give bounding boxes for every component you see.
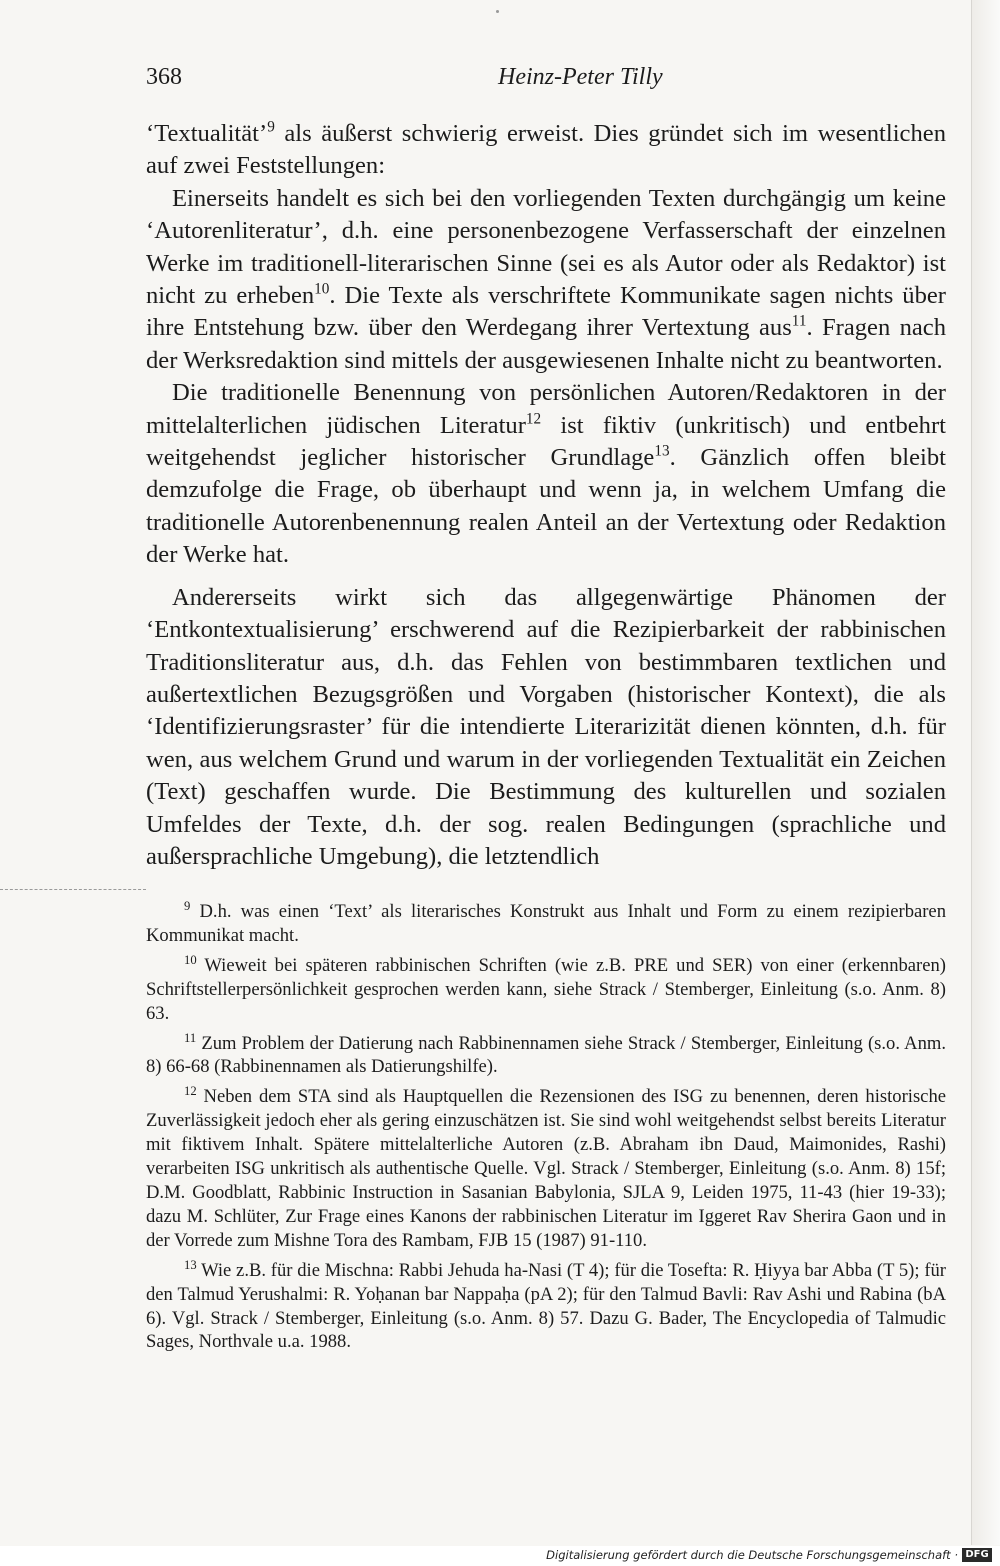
text-run: . Gänzlich offen bleibt demzufolge die Frage, ob überhaupt und wenn ja, in welchem Umfang die traditionelle Autorenbenennung realen Anteil an der Vertextung oder Redaktion der Werke hat. [146, 444, 946, 569]
text-run: . Die Texte als verschriftete Kommunikate sagen nichts über ihre Entstehung bzw. über den Werdegang ihrer Vertextung aus [146, 282, 946, 342]
text-run: ‘Textualität’ [146, 120, 268, 147]
paragraph-4 [146, 582, 946, 874]
footnote-number: 11 [184, 1030, 197, 1045]
scan-speck [496, 10, 499, 13]
footnote-marker[interactable]: 12 [525, 410, 542, 428]
main-text [146, 118, 946, 873]
footnote-12 [146, 1085, 946, 1252]
footnote-marker[interactable]: 9 [267, 118, 275, 136]
text-run: Die traditionelle Benennung von persönlichen Autoren/Redaktoren in der mittelalterlichen jüdischen Literatur [146, 379, 946, 439]
footnote-number: 13 [184, 1257, 197, 1272]
text-run: als äußerst schwierig erweist. Dies gründet sich im wesentlichen auf zwei Feststellungen: [146, 120, 946, 180]
footnote-number: 12 [184, 1084, 197, 1099]
paragraph-1 [146, 118, 946, 183]
text-run: . Fragen nach der Werksredaktion sind mittels der ausgewiesenen Inhalte nicht zu beantworten. [146, 314, 946, 374]
page-edge [971, 0, 1000, 1545]
footnote-text: Neben dem STA sind als Hauptquellen die Rezensionen des ISG zu benennen, deren historische Zuverlässigkeit jedoch eher als gering einzuschätzen ist. Sie sind wohl weitgehendst selbst bereits Literatur mit fiktivem Inhalt. Spätere mittelalterliche Autoren (z.B. Abraham ibn Daud, Maimonides, Rashi) verarbeiten ISG unkritisch als authentische Quelle. Vgl. Strack / Stemberger, Einleitung (s.o. Anm. 8) 15f; D.M. Goodblatt, Rabbinic Instruction in Sasanian Babylonia, SJLA 9, Leiden 1975, 11-43 (hier 19-33); dazu M. Schlüter, Zur Frage eines Kanons der rabbinischen Literatur im Iggeret Rav Sherira Gaon und in der Vorrede zum Mishne Tora des Rambam, FJB 15 (1987) 91-110. [146, 1086, 946, 1251]
paragraph-2 [146, 183, 946, 377]
footnote-marker[interactable]: 13 [654, 442, 670, 460]
digitization-credit: Digitalisierung gefördert durch die Deutsche Forschungsgemeinschaft · [546, 1548, 958, 1562]
footnote-marker[interactable]: 11 [791, 312, 807, 330]
dfg-logo: DFG [962, 1548, 992, 1562]
text-run: ist fiktiv (unkritisch) und entbehrt weitgehendst jeglicher historischer Grundlage [146, 411, 946, 472]
footnote-text: Wieweit bei späteren rabbinischen Schriften (wie z.B. PRE und SER) von einer (erkennbaren) Schriftstellerpersönlichkeit gesprochen werden kann, siehe Strack / Stemberger, Einleitung (s.o. Anm. 8) 63. [146, 954, 946, 1024]
footnote-marker[interactable]: 10 [314, 280, 330, 298]
footnote-number: 10 [184, 952, 197, 967]
footnote-11 [146, 1032, 946, 1080]
paragraph-3 [146, 377, 946, 571]
running-header [146, 64, 944, 94]
footnote-text: Wie z.B. für die Mischna: Rabbi Jehuda ha-Nasi (T 4); für die Tosefta: R. Ḥiyya bar Abba (T 5); für den Talmud Yerushalmi: R. Yoḥanan bar Nappaḥa (pA 2); für den Talmud Bavli: Rav Ashi und Rabina (bA 6). Vgl. Strack / Stemberger, Einleitung (s.o. Anm. 8) 57. Dazu G. Bader, The Encyclopedia of Talmudic Sages, Northvale u.a. 1988. [146, 1259, 946, 1353]
running-title: Heinz-Peter Tilly [498, 64, 663, 90]
footnote-number: 9 [184, 899, 191, 914]
footnote-text: D.h. was einen ‘Text’ als literarisches Konstrukt aus Inhalt und Form zu einem rezipierbaren Kommunikat macht. [146, 901, 946, 946]
page-number: 368 [146, 64, 182, 90]
footnote-13 [146, 1259, 946, 1355]
footnote-text: Zum Problem der Datierung nach Rabbinennamen siehe Strack / Stemberger, Einleitung (s.o. Anm. 8) 66-68 (Rabbinennamen als Datierungshilfe). [146, 1032, 946, 1078]
footnote-separator [0, 889, 146, 890]
footnotes [146, 900, 946, 1360]
text-run: Andererseits wirkt sich das allgegenwärtige Phänomen der ‘Entkontextualisierung’ erschwerend auf die Rezipierbarkeit der rabbinischen Traditionsliteratur aus, d.h. das Fehlen von bestimmbaren textlichen und außertextlichen Bezugsgrößen und Vorgaben (historischer Kontext), die als ‘Identifizierungsraster’ für die intendierte Literarizität dienen könnten, d.h. für wen, aus welchem Grund und warum in der vorliegenden Textualität ein Zeichen (Text) geschaffen wurde. Die Bestimmung des kulturellen und sozialen Umfeldes der Texte, d.h. der sog. realen Bedingungen (sprachliche und außersprachliche Umgebung), die letztendlich [146, 583, 946, 870]
footnote-10 [146, 954, 946, 1026]
text-run: Einerseits handelt es sich bei den vorliegenden Texten durchgängig um keine ‘Autorenliteratur’, d.h. eine personenbezogene Verfasserschaft der einzelnen Werke im traditionell-literarischen Sinne (sei es als Autor oder als Redaktor) ist nicht zu erheben [146, 184, 946, 310]
footnote-9 [146, 900, 946, 948]
